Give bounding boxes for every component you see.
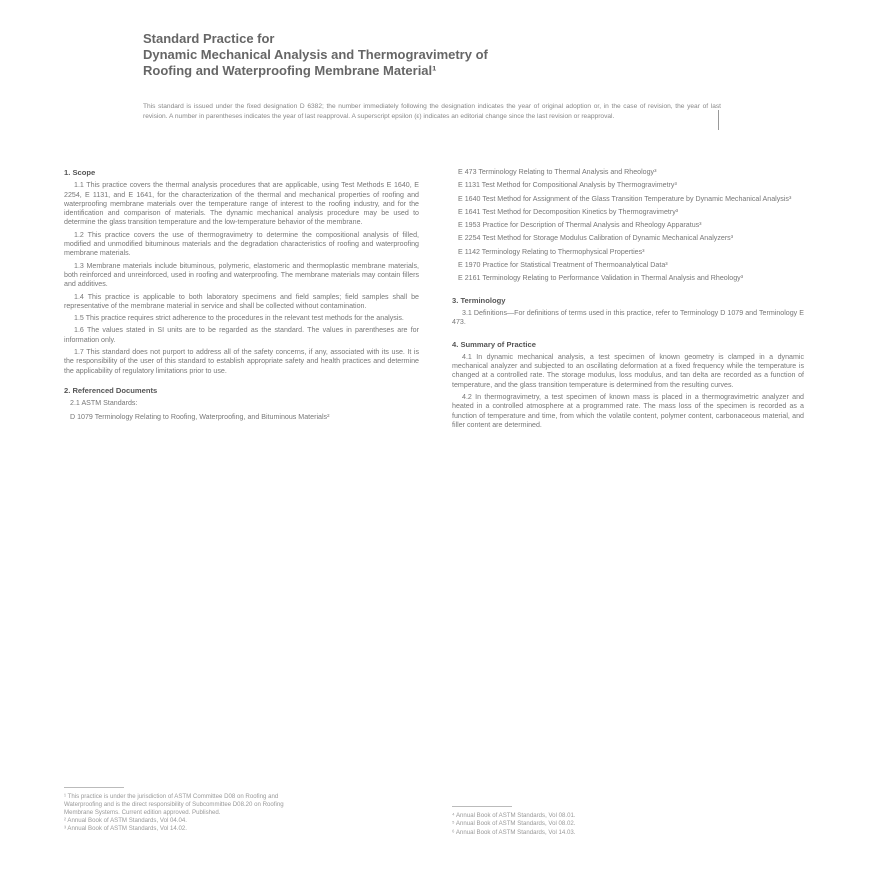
footnote-line: ⁴ Annual Book of ASTM Standards, Vol 08.01. <box>452 812 576 819</box>
standard-type-label: Standard Practice for <box>143 31 275 46</box>
footnote-line: Membrane Systems. Current edition approved. Published. <box>64 808 221 816</box>
terminology-paragraph: 3.1 Definitions—For definitions of terms used in this practice, refer to Terminology D 1079 and Terminology E 473. <box>452 308 804 327</box>
scope-paragraph: 1.3 Membrane materials include bituminous, polymeric, elastomeric and thermoplastic membrane materials, both reinforced and unreinforced, used in roofing and waterproofing. The membrane materials may contain fillers and additives. <box>64 261 419 289</box>
reference-item: E 2254 Test Method for Storage Modulus Calibration of Dynamic Mechanical Analyzers³ <box>458 234 734 243</box>
reference-item: E 1131 Test Method for Compositional Analysis by Thermogravimetry³ <box>458 181 677 190</box>
section-heading-summary: 4. Summary of Practice <box>452 339 536 349</box>
section-heading-terminology: 3. Terminology <box>452 295 506 305</box>
scope-paragraph: 1.4 This practice is applicable to both laboratory specimens and field samples; field samples shall be representative of the membrane material in service and shall be collected without contamination. <box>64 292 419 310</box>
summary-paragraph: 4.1 In dynamic mechanical analysis, a test specimen of known geometry is clamped in a dynamic mechanical analyzer and subjected to an oscillating deformation at a fixed frequency while the temperature is changed at a controlled rate. The storage modulus, loss modulus, and tan delta are recorded as a function of temperature, and the glass transition temperature is determined from the resulting curves. <box>452 352 804 389</box>
document-title-line-2: Roofing and Waterproofing Membrane Material¹ <box>143 63 437 78</box>
right-column <box>452 168 804 433</box>
reference-item: E 1142 Terminology Relating to Thermophysical Properties³ <box>458 247 645 256</box>
footnotes-left <box>64 793 419 833</box>
footnote-divider <box>452 806 512 807</box>
footnote-divider <box>64 787 124 788</box>
reference-item: E 473 Terminology Relating to Thermal Analysis and Rheology³ <box>458 168 657 176</box>
reference-item: D 1079 Terminology Relating to Roofing, Waterproofing, and Bituminous Materials² <box>70 412 330 421</box>
footnote-line: ¹ This practice is under the jurisdiction of ASTM Committee D08 on Roofing and <box>64 793 279 800</box>
footnote-line: ³ Annual Book of ASTM Standards, Vol 14.02. <box>64 824 187 832</box>
footnote-line: ² Annual Book of ASTM Standards, Vol 04.04. <box>64 816 187 824</box>
section-heading-referenced-documents: 2. Referenced Documents <box>64 385 158 395</box>
document-title-line-1: Dynamic Mechanical Analysis and Thermogravimetry of <box>143 47 488 62</box>
reference-item: E 2161 Terminology Relating to Performance Validation in Thermal Analysis and Rheology³ <box>458 274 744 283</box>
scope-paragraph: 1.2 This practice covers the use of thermogravimetry to determine the compositional analysis of filled, modified and unmodified bituminous materials and the degradation characteristics of roofing and waterproofing membrane materials. <box>64 230 419 258</box>
scope-paragraph: 1.6 The values stated in SI units are to be regarded as the standard. The values in parentheses are for information only. <box>64 326 419 344</box>
scope-paragraph: 1.1 This practice covers the thermal analysis procedures that are applicable, using Test Methods E 1640, E 2254, E 1131, and E 1641, for the characterization of the thermal and mechanical properties of roofing and waterproofing membrane materials over the temperature range of interest to the roofing industry, and for the identification and comparison of materials. The dynamic mechanical analysis procedure may be used to determine the glass transition temperature and the low-temperature behavior of the membrane. <box>64 181 419 227</box>
footnote-line: ⁶ Annual Book of ASTM Standards, Vol 14.03. <box>452 828 576 836</box>
reference-item: E 1970 Practice for Statistical Treatment of Thermoanalytical Data³ <box>458 261 668 270</box>
footnote-line: Waterproofing and is the direct responsibility of Subcommittee D08.20 on Roofing <box>64 800 284 808</box>
footnotes-right <box>452 812 752 837</box>
title-block <box>143 30 743 79</box>
reference-item: E 1640 Test Method for Assignment of the Glass Transition Temperature by Dynamic Mechanical Analysis³ <box>458 194 792 203</box>
reference-item: E 1641 Test Method for Decomposition Kinetics by Thermogravimetry³ <box>458 207 679 216</box>
section-heading-scope: 1. Scope <box>64 168 96 177</box>
scope-paragraph: 1.5 This practice requires strict adherence to the procedures in the relevant test methods for the analysis. <box>74 314 404 323</box>
footnote-line: ⁵ Annual Book of ASTM Standards, Vol 08.02. <box>452 820 576 828</box>
revision-bar <box>718 110 719 130</box>
designation-notice: This standard is issued under the fixed designation D 6382; the number immediately following the designation indicates the year of original adoption or, in the case of revision, the year of last revision. A number in parentheses indicates the year of last reapproval. A superscript epsilon (ε) indicates an editorial change since the last revision or reapproval. <box>143 103 721 120</box>
reference-item: 2.1 ASTM Standards: <box>70 399 138 408</box>
summary-paragraph: 4.2 In thermogravimetry, a test specimen of known mass is placed in a thermogravimetric analyzer and heated in a controlled atmosphere at a programmed rate. The mass loss of the specimen is recorded as a function of temperature and time, from which the volatile content, polymer content, carbonaceous material, and filler content are determined. <box>452 393 804 429</box>
left-column <box>64 168 419 426</box>
reference-item: E 1953 Practice for Description of Thermal Analysis and Rheology Apparatus³ <box>458 221 702 230</box>
scope-paragraph: 1.7 This standard does not purport to address all of the safety concerns, if any, associated with its use. It is the responsibility of the user of this standard to establish appropriate safety and health practices and determine the applicability of regulatory limitations prior to use. <box>64 348 419 375</box>
